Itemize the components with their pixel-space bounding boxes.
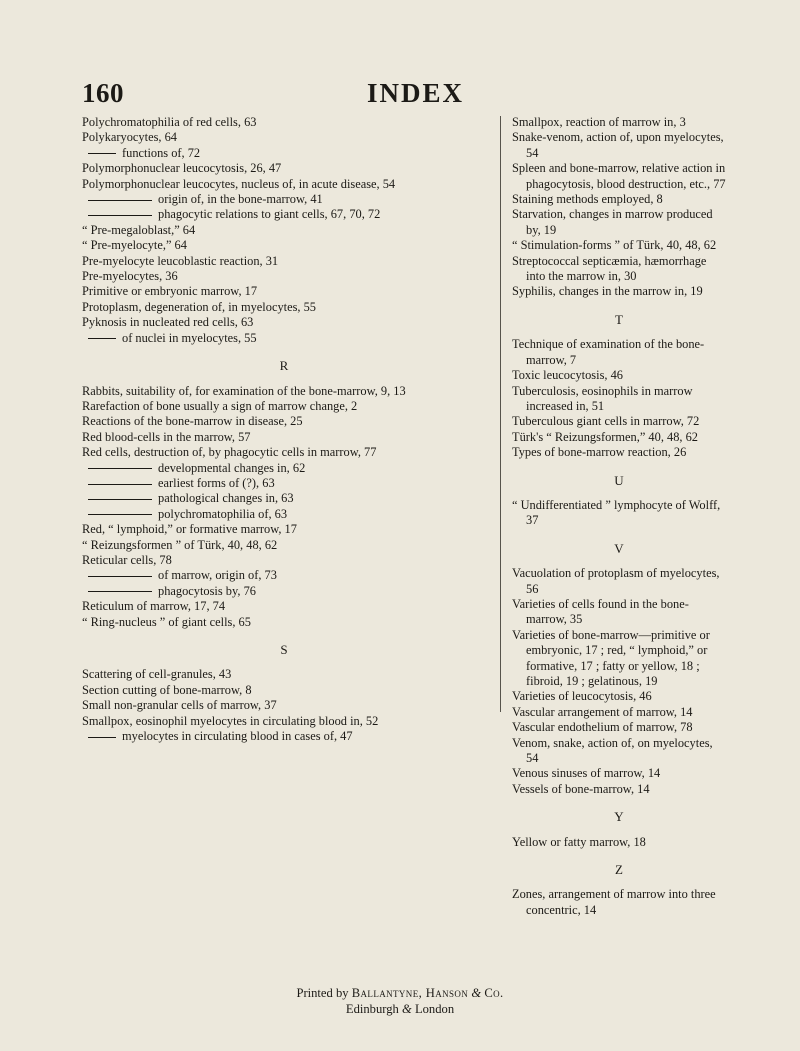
index-entry [512,130,726,161]
entry-text: earliest forms of (?), 63 [158,475,275,490]
index-subentry [82,507,486,522]
index-entry [82,399,486,414]
index-entry [82,599,486,614]
section-letter: U [614,472,624,488]
index-entry [512,720,726,735]
index-entry [82,414,486,429]
page-header [82,78,722,110]
entry-text: Pyknosis in nucleated red cells, 63 [82,315,254,330]
index-entry [512,498,726,529]
entry-text: “ Reizungsformen ” of Türk, 40, 48, 62 [82,537,278,552]
index-subentry [82,331,486,346]
entry-text: Protoplasm, degeneration of, in myelocytes, 55 [82,299,316,314]
entry-text: phagocytosis by, 76 [158,583,256,598]
imprint-printer-names: Ballantyne, Hanson [351,986,469,1000]
section-letter: S [280,642,288,657]
index-entry [82,238,486,253]
index-entry [512,597,726,628]
imprint-company: Co. [484,986,504,1000]
entry-text: myelocytes in circulating blood in cases of, 47 [122,729,353,744]
index-column-right [512,115,726,918]
entry-text: polychromatophilia of, 63 [158,506,288,521]
index-entry [82,161,486,176]
entry-text: Smallpox, reaction of marrow in, 3 [512,115,686,129]
ditto-dash [88,338,116,339]
ditto-dash [88,153,116,154]
section-letter: R [279,358,289,374]
page-number: 160 [82,78,124,108]
imprint-location-2: London [414,1002,455,1016]
entry-text: Scattering of cell-granules, 43 [82,667,232,682]
index-entry [82,615,486,630]
index-subentry [82,461,486,476]
index-entry [82,130,486,145]
index-entry [82,714,486,729]
entry-text: of nuclei in myelocytes, 55 [122,330,257,345]
entry-text: Starvation, changes in marrow produced by, 19 [512,207,713,237]
index-entry [512,337,726,368]
entry-text: Primitive or embryonic marrow, 17 [82,284,258,299]
index-entry [512,115,726,130]
imprint-printed-by: Printed by [296,986,349,1000]
entry-text: origin of, in the bone-marrow, 41 [158,192,323,207]
entry-text: Red blood-cells in the marrow, 57 [82,429,251,444]
index-entry [82,698,486,713]
entry-text: Snake-venom, action of, upon myelocytes, 54 [512,130,724,160]
entry-text: Vessels of bone-marrow, 14 [512,781,650,796]
index-entry [82,683,486,698]
index-entry [82,430,486,445]
index-entry [512,445,726,460]
index-entry [512,384,726,415]
index-entry [512,254,726,285]
entry-text: “ Stimulation-forms ” of Türk, 40, 48, 62 [512,238,717,253]
entry-text: Venom, snake, action of, on myelocytes, 54 [512,735,713,766]
index-subentry [82,192,486,207]
entry-text: Small non-granular cells of marrow, 37 [82,698,277,713]
entry-text: Tuberculous giant cells in marrow, 72 [512,414,700,429]
entry-text: Tuberculosis, eosinophils in marrow increased in, 51 [512,383,693,413]
entry-text: Vacuolation of protoplasm of myelocytes, 56 [512,566,720,596]
entry-text: developmental changes in, 62 [158,460,306,475]
entry-text: functions of, 72 [122,145,201,160]
entry-text: Section cutting of bone-marrow, 8 [82,682,252,697]
section-letter: Y [614,809,624,825]
section-letter: T [615,311,623,327]
index-column-left [82,115,486,744]
entry-text: Venous sinuses of marrow, 14 [512,766,661,781]
entry-text: of marrow, origin of, 73 [158,568,277,583]
entry-text: Rabbits, suitability of, for examination of the bone-marrow, 9, 13 [82,383,406,398]
index-entry [82,522,486,537]
index-entry [512,887,726,918]
entry-text: Technique of examination of the bone-marrow, 7 [512,337,705,367]
imprint-line-2 [0,1001,800,1017]
index-subentry [82,146,486,161]
section-letter: Z [615,862,623,878]
imprint-location-ampersand: & [401,1002,412,1016]
ditto-dash [88,499,152,500]
entry-text: “ Ring-nucleus ” of giant cells, 65 [82,614,251,629]
entry-text: Vascular arrangement of marrow, 14 [512,704,693,719]
entry-text: Reactions of the bone-marrow in disease, 25 [82,414,303,429]
entry-text: Vascular endothelium of marrow, 78 [512,720,693,735]
index-entry [512,284,726,299]
index-entry [82,315,486,330]
index-entry [512,414,726,429]
entry-text: Smallpox, eosinophil myelocytes in circulating blood in, 52 [82,713,379,728]
index-entry [512,628,726,690]
entry-text: Syphilis, changes in the marrow in, 19 [512,284,703,299]
entry-text: Pre-myelocyte leucoblastic reaction, 31 [82,253,279,268]
index-entry [82,269,486,284]
index-entry [512,835,726,850]
index-entry [512,430,726,445]
index-entry [82,300,486,315]
column-divider [500,116,501,712]
index-entry [82,115,486,130]
entry-text: Rarefaction of bone usually a sign of marrow change, 2 [82,398,358,413]
entry-text: Spleen and bone-marrow, relative action in phagocytosis, blood destruction, etc., 77 [512,161,726,191]
entry-text: Pre-myelocytes, 36 [82,269,178,284]
index-entry [512,736,726,767]
entry-text: Reticulum of marrow, 17, 74 [82,599,226,614]
entry-text: Staining methods employed, 8 [512,192,663,207]
entry-text: Yellow or fatty marrow, 18 [512,834,646,849]
index-subentry [82,729,486,744]
page-title: INDEX [367,78,465,108]
entry-text: Varieties of cells found in the bone-marrow, 35 [512,596,689,627]
index-entry [512,161,726,192]
ditto-dash [88,200,152,201]
index-entry [82,667,486,682]
index-entry [512,689,726,704]
ditto-dash [88,737,116,738]
entry-text: Toxic leucocytosis, 46 [512,368,623,383]
index-entry [512,766,726,781]
index-entry [82,445,486,460]
index-entry [512,207,726,238]
ditto-dash [88,591,152,592]
entry-text: Polymorphonuclear leucocytosis, 26, 47 [82,161,282,176]
index-entry [512,566,726,597]
entry-text: Red cells, destruction of, by phagocytic cells in marrow, 77 [82,445,377,460]
index-entry [82,223,486,238]
entry-text: Türk's “ Reizungsformen,” 40, 48, 62 [512,429,698,444]
index-entry [82,538,486,553]
ditto-dash [88,576,152,577]
printer-imprint [0,985,800,1017]
index-entry [512,782,726,797]
entry-text: “ Undifferentiated ” lymphocyte of Wolff, 37 [512,497,721,528]
index-entry [82,384,486,399]
index-entry [82,177,486,192]
index-subentry [82,584,486,599]
ditto-dash [88,215,152,216]
ditto-dash [88,514,152,515]
index-subentry [82,207,486,222]
entry-text: Zones, arrangement of marrow into three concentric, 14 [512,887,716,917]
entry-text: “ Pre-megaloblast,” 64 [82,222,196,237]
index-entry [82,254,486,269]
entry-text: Polykaryocytes, 64 [82,130,177,145]
index-entry [82,284,486,299]
entry-text: phagocytic relations to giant cells, 67, 70, 72 [158,207,381,222]
index-entry [512,238,726,253]
index-entry [512,192,726,207]
imprint-ampersand: & [471,986,482,1000]
index-entry [512,705,726,720]
imprint-location-1: Edinburgh [345,1002,399,1016]
entry-text: Types of bone-marrow reaction, 26 [512,445,687,460]
index-entry [82,553,486,568]
entry-text: pathological changes in, 63 [158,491,294,506]
ditto-dash [88,484,152,485]
entry-text: Reticular cells, 78 [82,552,172,567]
entry-text: Streptococcal septicæmia, hæmorrhage into the marrow in, 30 [512,253,707,284]
entry-text: Varieties of bone-marrow—primitive or embryonic, 17 ; red, “ lymphoid,” or formative, 17 ; fatty or yellow, 18 ; fibroid, 19 ; gelatinous, 19 [512,627,710,688]
entry-text: Red, “ lymphoid,” or formative marrow, 17 [82,522,297,537]
index-entry [512,368,726,383]
index-subentry [82,568,486,583]
entry-text: Varieties of leucocytosis, 46 [512,689,652,704]
imprint-line-1 [0,985,800,1001]
ditto-dash [88,468,152,469]
index-subentry [82,476,486,491]
entry-text: Polychromatophilia of red cells, 63 [82,115,257,129]
entry-text: “ Pre-myelocyte,” 64 [82,238,187,253]
entry-text: Polymorphonuclear leucocytes, nucleus of, in acute disease, 54 [82,176,396,191]
section-letter: V [614,540,624,556]
index-subentry [82,491,486,506]
